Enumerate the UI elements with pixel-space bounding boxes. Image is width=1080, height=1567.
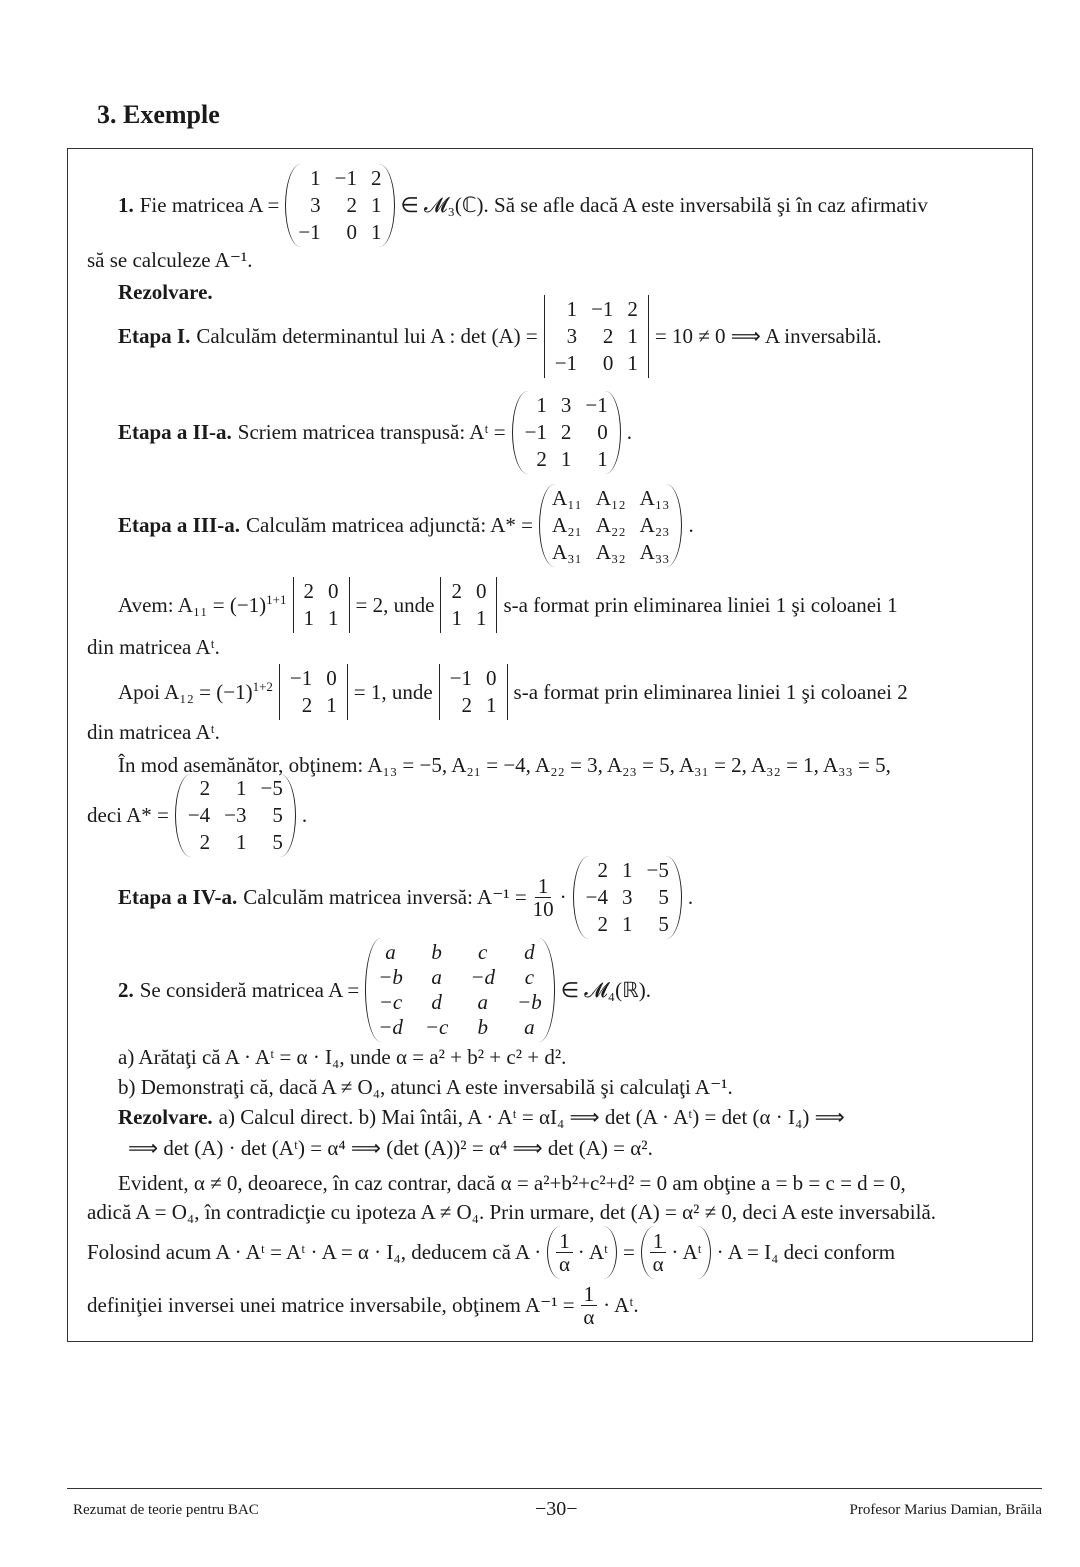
denominator: α: [652, 1251, 664, 1276]
step3-label: Etapa a III-a.: [118, 512, 240, 537]
matrix-cell: b: [477, 1015, 488, 1039]
matrix-cell: −1: [289, 666, 313, 690]
step1: [118, 296, 882, 375]
matrix-cell: 2: [451, 579, 462, 603]
matrix-cell: 2: [597, 857, 609, 882]
inner: · Aᵗ: [671, 1239, 702, 1264]
matrix-cell: −c: [378, 990, 403, 1014]
cof1-line2: din matricea Aᵗ.: [87, 634, 220, 659]
cofactor-a12: [118, 666, 908, 717]
matrix-cell: A₁₃: [639, 485, 670, 510]
numerator: 1: [650, 1230, 667, 1253]
ex2-statement: [118, 940, 651, 1039]
matrix-cell: 0: [597, 419, 608, 444]
fraction-1-alpha: [556, 1230, 573, 1275]
section-heading: 3. Exemple: [97, 100, 220, 129]
cof2-pre-text: Apoi A₁₂ = (−1): [118, 680, 253, 704]
matrix-cell: −c: [424, 1015, 449, 1039]
matrix-cell: 3: [566, 323, 578, 348]
ex2-intro-after: ∈ 𝓜₄(ℝ).: [560, 977, 651, 1002]
matrix-cell: A₂₂: [595, 512, 626, 537]
sol-line2: ⟹ det (A) · det (Aᵗ) = α⁴ ⟹ (det (A))² = α⁴ ⟹ det (A) = α².: [128, 1135, 653, 1160]
paren-group: [547, 1226, 617, 1279]
matrix-cell: −1: [298, 219, 321, 244]
matrix-cell: 2: [602, 323, 614, 348]
matrix-cell: 3: [622, 884, 633, 909]
matrix-cell: 2: [199, 775, 211, 800]
cof2-mid: = 1, unde: [353, 679, 433, 704]
matrix-cell: 1: [328, 606, 339, 630]
matrix-cell: 0: [328, 579, 339, 603]
cof1-pre-text: Avem: A₁₁ = (−1): [118, 593, 267, 617]
punctuation: .: [688, 512, 694, 537]
matrix-cell: 2: [536, 446, 547, 471]
matrix-cell: 0: [602, 350, 614, 375]
step4-text: Calculăm matricea inversă: A⁻¹ =: [243, 884, 527, 909]
cof2-pre: [118, 679, 273, 705]
matrix-cell: 3: [310, 192, 321, 217]
matrix-cell: c: [524, 965, 535, 989]
step3-text: Calculăm matricea adjunctă: A* =: [245, 512, 534, 537]
ex2-number: 2.: [118, 977, 134, 1002]
matrix-cell: c: [478, 940, 488, 964]
matrix-cell: −3: [224, 802, 247, 827]
matrix-cell: 0: [475, 579, 487, 603]
matrix-cell: A₃₃: [639, 539, 670, 564]
matrix-cell: −1: [554, 350, 578, 375]
matrix-cell: a: [477, 990, 488, 1014]
paren-group: [641, 1226, 711, 1279]
matrix-cell: −5: [260, 775, 283, 800]
adjugate-matrix: [175, 774, 296, 857]
matrix-cell: −4: [187, 802, 211, 827]
matrix-cell: A₂₃: [639, 512, 670, 537]
matrix-cell: −b: [378, 965, 403, 989]
matrix-cell: 0: [326, 666, 337, 690]
matrix-cell: 1: [627, 323, 638, 348]
adjugate: [87, 775, 308, 854]
cof1-exponent: 1+1: [266, 592, 287, 607]
minor-12-repeat: [439, 664, 508, 720]
matrix-cell: −1: [334, 165, 357, 190]
matrix-cell: 0: [486, 666, 497, 690]
ex1-intro: Fie matricea A =: [139, 192, 280, 217]
matrix-cell: 5: [272, 802, 283, 827]
matrix-cell: 1: [560, 446, 572, 471]
footer-right: Profesor Marius Damian, Brăila: [849, 1502, 1042, 1518]
sol-line6: [87, 1281, 639, 1329]
step3: [118, 485, 694, 564]
ex1-solution-label: Rezolvare.: [118, 279, 213, 304]
sol5-pre: Folosind acum A · Aᵗ = Aᵗ · A = α · I₄, deducem că A ·: [87, 1239, 542, 1264]
sol-line1: a) Calcul direct. b) Mai întâi, A · Aᵗ = αI₄ ⟹ det (A · Aᵗ) = det (α · I₄) ⟹: [218, 1104, 845, 1129]
matrix-cell: −1: [449, 666, 473, 690]
matrix-cell: 1: [597, 446, 608, 471]
matrix-cell: −d: [470, 965, 496, 989]
matrix-cell: 5: [272, 829, 283, 854]
matrix-cell: 2: [627, 296, 638, 321]
transpose-matrix: [512, 391, 621, 474]
other-cofactors: În mod asemănător, obţinem: A₁₃ = −5, A₂₁ = −4, A₂₂ = 3, A₂₃ = 5, A₃₁ = 2, A₃₂ = 1, A₃₃ = 5,: [118, 752, 891, 777]
matrix-cell: 1: [475, 606, 487, 630]
step4: [118, 857, 694, 936]
matrix-cell: 1: [310, 165, 321, 190]
part-b: b) Demonstraţi că, dacă A ≠ O₄, atunci A este inversabilă şi calculaţi A⁻¹.: [118, 1074, 733, 1099]
matrix-cell: −1: [524, 419, 547, 444]
matrix-cell: −4: [585, 884, 609, 909]
matrix-cell: 2: [346, 192, 357, 217]
matrix-a-4x4: [365, 938, 555, 1042]
ex2-intro: Se consideră matricea A =: [139, 977, 360, 1002]
matrix-cell: 2: [461, 693, 473, 717]
numerator: 1: [535, 875, 552, 898]
step2-label: Etapa a II-a.: [118, 419, 232, 444]
cofactor-a11: [118, 579, 898, 630]
numerator: 1: [581, 1283, 598, 1306]
matrix-cell: 5: [658, 911, 669, 936]
fraction-1-alpha: [650, 1230, 667, 1275]
sol6-post: · Aᵗ.: [603, 1292, 639, 1317]
ex1-statement: [118, 165, 928, 244]
minor-12: [279, 664, 348, 720]
step2-text: Scriem matricea transpusă: Aᵗ =: [237, 419, 506, 444]
matrix-cell: 1: [326, 693, 337, 717]
matrix-cell: 1: [627, 350, 638, 375]
denominator: α: [559, 1251, 571, 1276]
cof2-exponent: 1+2: [252, 679, 273, 694]
matrix-cell: A₃₁: [552, 539, 582, 564]
matrix-cell: A₁₂: [595, 485, 626, 510]
step2: [118, 392, 632, 471]
matrix-cell: 3: [560, 392, 572, 417]
matrix-cell: 2: [301, 693, 313, 717]
matrix-cell: 2: [303, 579, 315, 603]
ex1-intro-after: ∈ 𝓜₃(ℂ). Să se afle dacă A este inversabilă şi în caz afirmativ: [400, 192, 928, 217]
dot: ·: [559, 884, 567, 909]
matrix-cell: 1: [371, 219, 382, 244]
matrix-cell: 1: [236, 829, 247, 854]
matrix-cell: −5: [646, 857, 669, 882]
numerator: 1: [556, 1230, 573, 1253]
equals: =: [623, 1239, 635, 1264]
minor-11: [293, 577, 350, 633]
cof1-pre: [118, 592, 287, 618]
matrix-cell: 1: [536, 392, 547, 417]
matrix-cell: 1: [566, 296, 578, 321]
ex2-solution: [118, 1102, 845, 1132]
page-number: −30−: [535, 1498, 578, 1520]
denominator: 10: [532, 896, 554, 921]
fraction-1-alpha: [581, 1283, 598, 1328]
matrix-cell: 1: [486, 693, 497, 717]
matrix-cell: −b: [517, 990, 542, 1014]
matrix-cell: 2: [560, 419, 572, 444]
matrix-cell: d: [524, 940, 535, 964]
sol6-pre: definiţiei inversei unei matrice inversabile, obţinem A⁻¹ =: [87, 1292, 575, 1317]
sol-line3: Evident, α ≠ 0, deoarece, în caz contrar, dacă α = a²+b²+c²+d² = 0 am obţine a = b = c = d = 0,: [118, 1170, 906, 1195]
denominator: α: [583, 1304, 595, 1329]
matrix-cell: 2: [199, 829, 211, 854]
cof2-line2: din matricea Aᵗ.: [87, 719, 220, 744]
sol5-post: · A = I₄ deci conform: [716, 1239, 896, 1264]
matrix-cell: d: [431, 990, 442, 1014]
matrix-cell: a: [524, 1015, 535, 1039]
ex2-solution-label: Rezolvare.: [118, 1104, 213, 1129]
footer-rule: [67, 1488, 1042, 1489]
cof1-post: s-a format prin eliminarea liniei 1 şi coloanei 1: [503, 592, 898, 617]
matrix-cell: 1: [303, 606, 315, 630]
matrix-cell: 1: [451, 606, 462, 630]
determinant-a: [544, 295, 649, 378]
matrix-cell: a: [385, 940, 396, 964]
matrix-cell: −d: [378, 1015, 403, 1039]
matrix-cell: 1: [371, 192, 382, 217]
punctuation: .: [626, 419, 632, 444]
footer-left: Rezumat de teorie pentru BAC: [73, 1502, 259, 1518]
matrix-a: [285, 164, 394, 247]
matrix-cell: −1: [591, 296, 614, 321]
matrix-cell: A₂₁: [552, 512, 582, 537]
matrix-cell: 1: [622, 911, 633, 936]
ex1-number: 1.: [118, 192, 134, 217]
step1-text: Calculăm determinantul lui A : det (A) =: [196, 323, 538, 348]
step1-result: = 10 ≠ 0 ⟹ A inversabilă.: [654, 323, 882, 348]
matrix-cell: 2: [371, 165, 382, 190]
matrix-cell: 2: [597, 911, 609, 936]
sol-line5: [87, 1228, 896, 1276]
matrix-cell: 1: [236, 775, 247, 800]
inverse-matrix: [573, 856, 682, 939]
matrix-cell: 1: [622, 857, 633, 882]
matrix-cell: A₁₁: [552, 485, 582, 510]
step4-label: Etapa a IV-a.: [118, 884, 238, 909]
matrix-cell: 5: [658, 884, 669, 909]
ex1-statement-line2: să se calculeze A⁻¹.: [87, 247, 253, 272]
matrix-cell: b: [431, 940, 442, 964]
adjugate-symbolic-matrix: [539, 484, 682, 567]
punctuation: .: [687, 884, 694, 909]
cof2-post: s-a format prin eliminarea liniei 1 şi coloanei 2: [513, 679, 908, 704]
punctuation: .: [301, 802, 308, 827]
sol-line4: adică A = O₄, în contradicţie cu ipoteza A ≠ O₄. Prin urmare, det (A) = α² ≠ 0, deci A este inversabilă.: [87, 1199, 937, 1224]
step1-label: Etapa I.: [118, 323, 191, 348]
minor-11-repeat: [440, 577, 497, 633]
fraction-1-10: [533, 875, 554, 920]
matrix-cell: −1: [585, 392, 608, 417]
cof1-mid: = 2, unde: [355, 592, 435, 617]
part-a: a) Arătaţi că A · Aᵗ = α · I₄, unde α = a² + b² + c² + d².: [118, 1044, 567, 1069]
matrix-cell: a: [431, 965, 442, 989]
matrix-cell: 0: [346, 219, 357, 244]
matrix-cell: A₃₂: [595, 539, 626, 564]
adj-pre: deci A* =: [87, 802, 169, 827]
inner: · Aᵗ: [577, 1239, 609, 1264]
